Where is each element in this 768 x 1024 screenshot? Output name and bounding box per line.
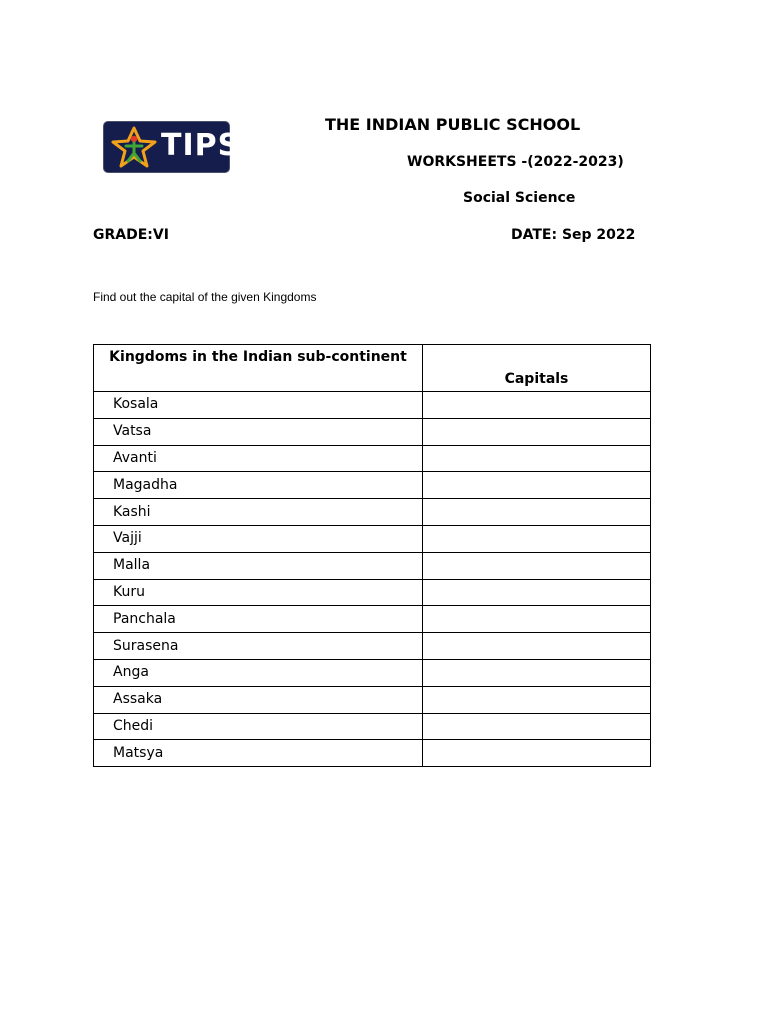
- capital-answer-cell[interactable]: [423, 552, 651, 579]
- capital-answer-cell[interactable]: [423, 392, 651, 419]
- kingdom-cell: Avanti: [94, 445, 423, 472]
- kingdom-cell: Malla: [94, 552, 423, 579]
- kingdom-cell: Magadha: [94, 472, 423, 499]
- table-row: [94, 499, 651, 526]
- table-row: [94, 552, 651, 579]
- school-logo: [104, 122, 241, 172]
- capital-answer-cell[interactable]: [423, 418, 651, 445]
- kingdom-cell: Vatsa: [94, 418, 423, 445]
- kingdom-cell: Kuru: [94, 579, 423, 606]
- capital-answer-cell[interactable]: [423, 633, 651, 660]
- capital-answer-cell[interactable]: [423, 659, 651, 686]
- kingdom-cell: Panchala: [94, 606, 423, 633]
- table-header-row: [94, 345, 651, 392]
- capital-answer-cell[interactable]: [423, 579, 651, 606]
- capital-answer-cell[interactable]: [423, 606, 651, 633]
- capitals-column-header: Capitals: [423, 345, 651, 392]
- kingdom-cell: Assaka: [94, 686, 423, 713]
- kingdom-cell: Anga: [94, 659, 423, 686]
- capital-answer-cell[interactable]: [423, 713, 651, 740]
- table-row: [94, 606, 651, 633]
- table-row: [94, 472, 651, 499]
- kingdom-cell: Matsya: [94, 740, 423, 767]
- table-row: [94, 525, 651, 552]
- table-row: [94, 633, 651, 660]
- school-name: THE INDIAN PUBLIC SCHOOL: [325, 115, 581, 134]
- table-row: [94, 418, 651, 445]
- capital-answer-cell[interactable]: [423, 686, 651, 713]
- kingdom-cell: Surasena: [94, 633, 423, 660]
- logo-text: TIPS: [161, 128, 241, 163]
- table-row: [94, 579, 651, 606]
- capital-answer-cell[interactable]: [423, 445, 651, 472]
- subject-title: Social Science: [463, 190, 576, 206]
- grade-label: GRADE:VI: [93, 227, 169, 243]
- table-row: [94, 740, 651, 767]
- date-label: DATE: Sep 2022: [511, 227, 636, 243]
- kingdom-cell: Vajji: [94, 525, 423, 552]
- table-row: [94, 686, 651, 713]
- kingdom-cell: Chedi: [94, 713, 423, 740]
- star-figure-icon: [107, 125, 161, 169]
- table-row: [94, 392, 651, 419]
- kingdoms-table: [93, 344, 651, 767]
- kingdom-cell: Kosala: [94, 392, 423, 419]
- table-row: [94, 445, 651, 472]
- capital-answer-cell[interactable]: [423, 499, 651, 526]
- worksheets-title: WORKSHEETS -(2022-2023): [407, 154, 624, 170]
- capital-answer-cell[interactable]: [423, 525, 651, 552]
- kingdom-cell: Kashi: [94, 499, 423, 526]
- table-row: [94, 713, 651, 740]
- instruction-text: Find out the capital of the given Kingdoms: [93, 290, 317, 304]
- table-row: [94, 659, 651, 686]
- kingdoms-column-header: Kingdoms in the Indian sub-continent: [94, 345, 423, 392]
- capital-answer-cell[interactable]: [423, 472, 651, 499]
- capital-answer-cell[interactable]: [423, 740, 651, 767]
